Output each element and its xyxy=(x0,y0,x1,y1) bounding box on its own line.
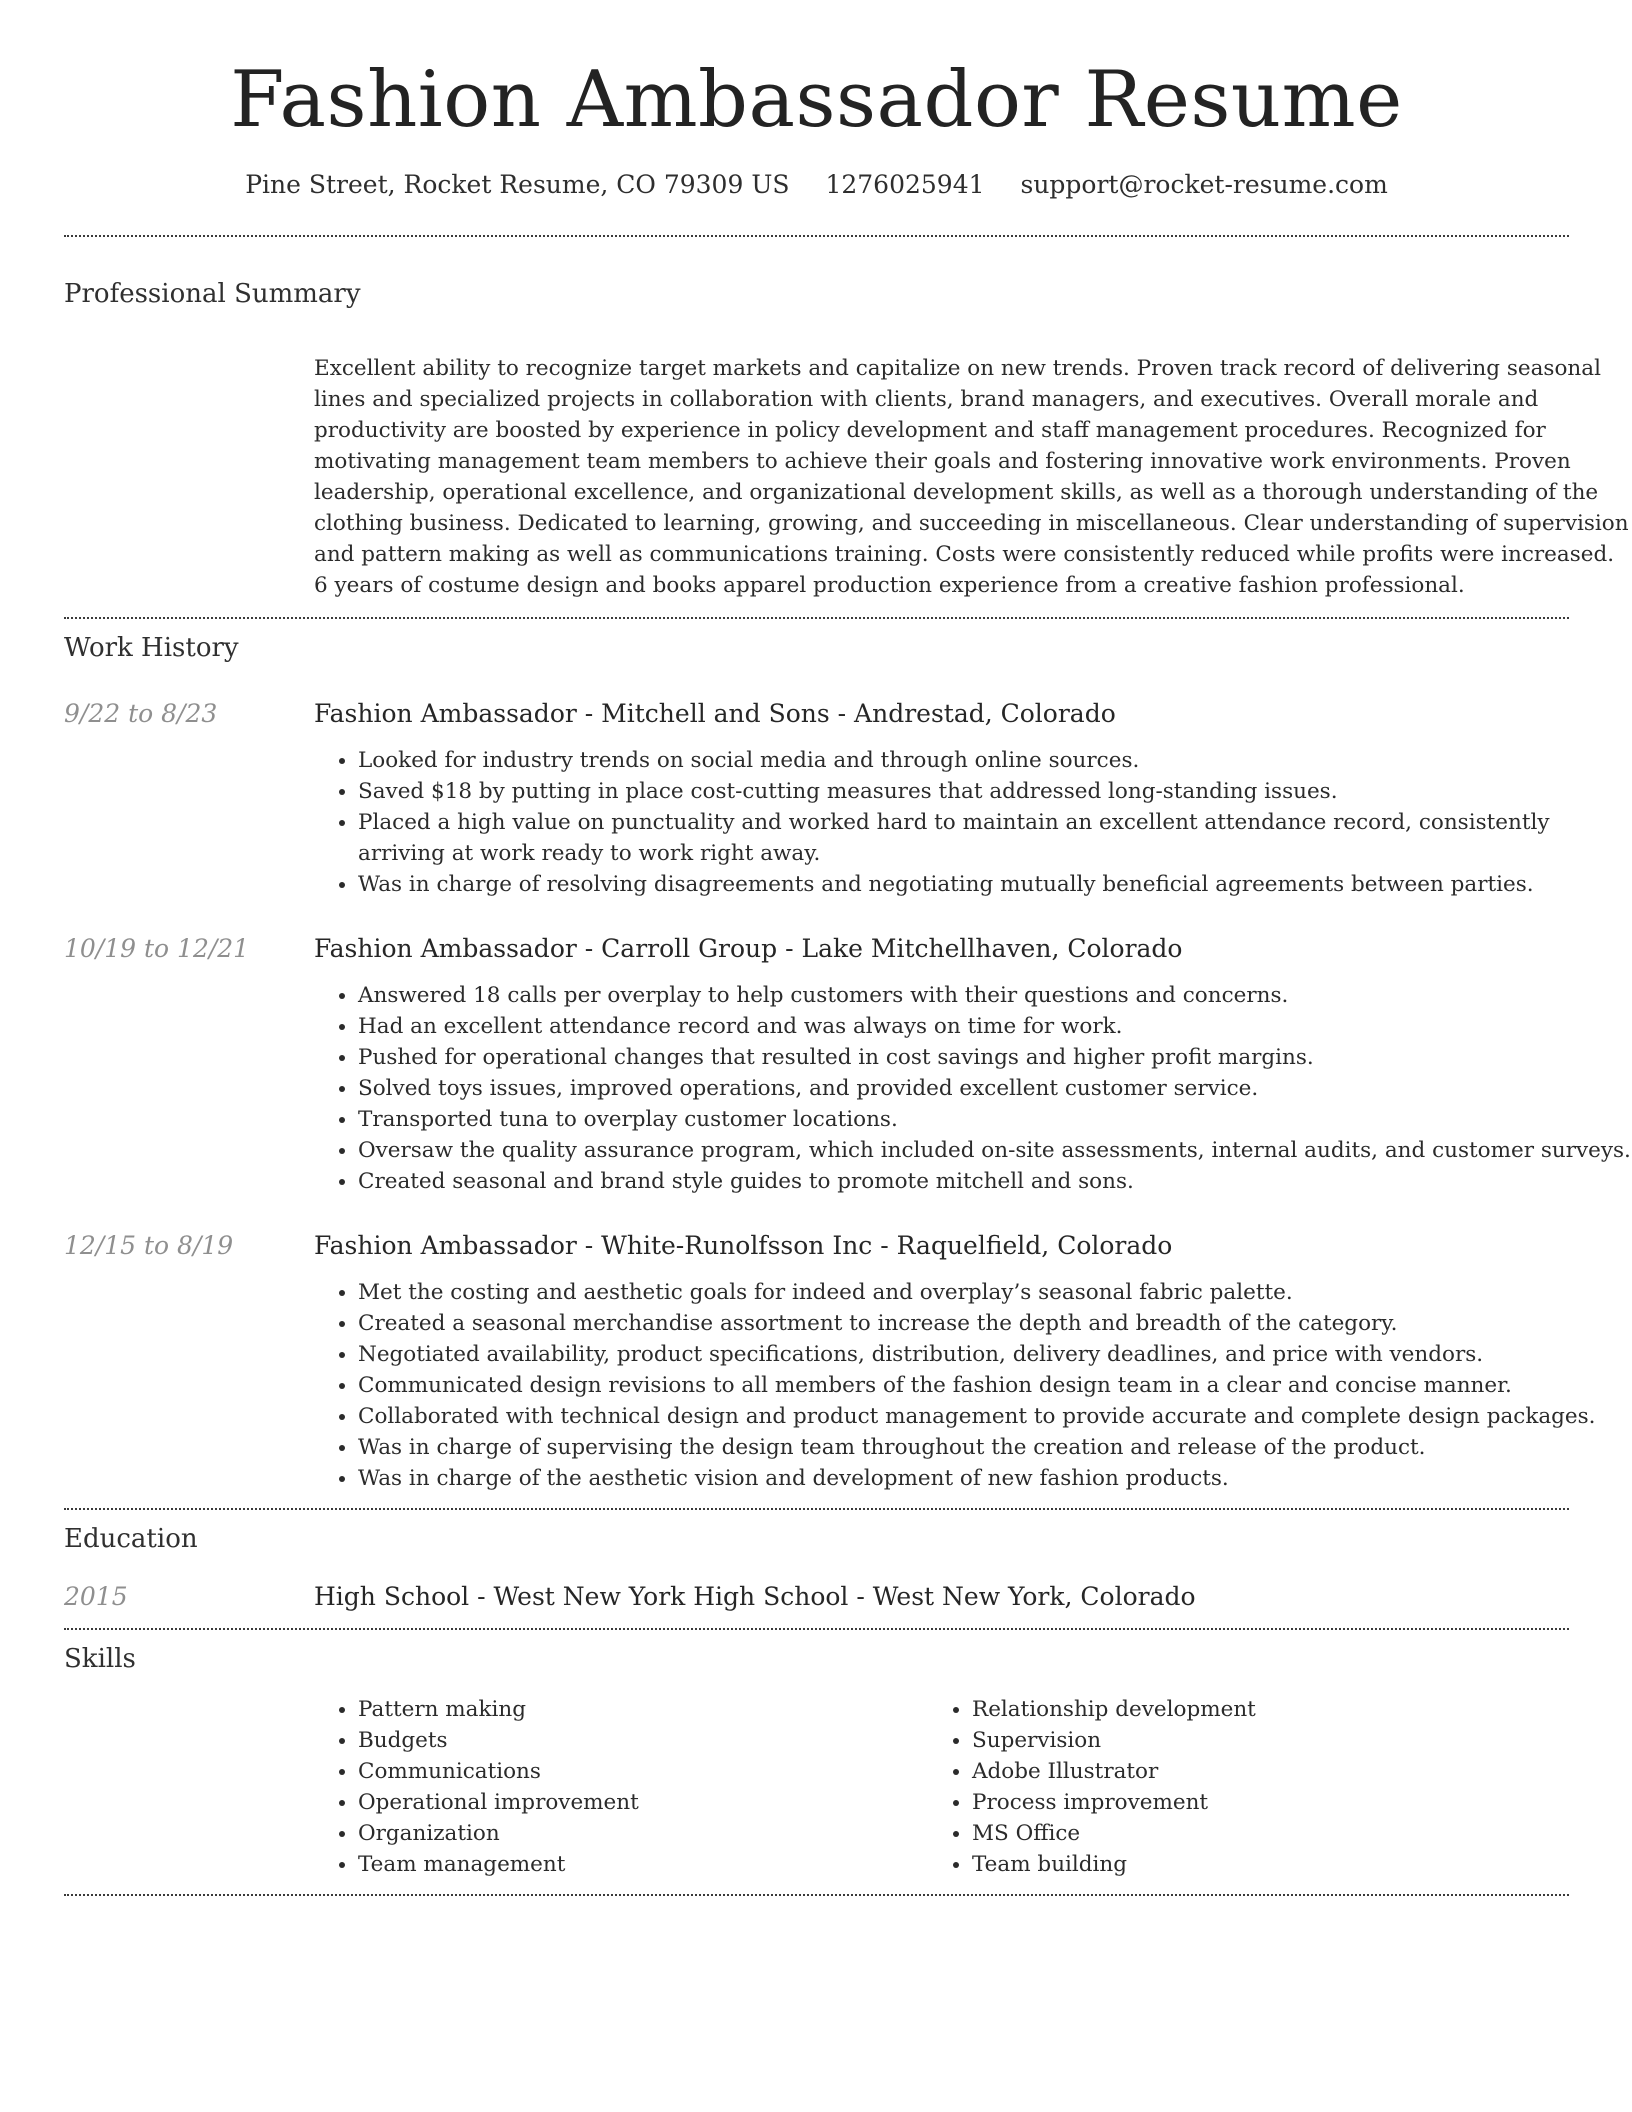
list-item: • Communicated design revisions to all members of the fashion design team in a clear and concise manner. xyxy=(358,1370,1632,1401)
job-bullets xyxy=(314,1277,1632,1508)
education-degree: High School - West New York High School - West New York, Colorado xyxy=(314,1582,1196,1611)
summary-text: Excellent ability to recognize target markets and capitalize on new trends. Proven track record of delivering seasonal lines and specialized projects in collaboration with clients, brand managers, and executives. Overall morale and productivity are boosted by experience in policy development and staff management procedures. Recognized for motivating management team members to achieve their goals and fostering innovative work environments. Proven leadership, operational excellence, and organizational development skills, as well as a thorough understanding of the clothing business. Dedicated to learning, growing, and succeeding in miscellaneous. Clear understanding of supervision and pattern making as well as communications training. Costs were consistently reduced while profits were increased. 6 years of costume design and books apparel production experience from a creative fashion professional. xyxy=(314,356,1629,598)
list-item: • Answered 18 calls per overplay to help customers with their questions and concerns. xyxy=(358,980,1632,1011)
list-item: • Transported tuna to overplay customer locations. xyxy=(358,1104,1632,1135)
divider xyxy=(64,235,1569,237)
skill-item: • Operational improvement xyxy=(358,1787,928,1818)
job-title: Fashion Ambassador - Mitchell and Sons - Andrestad, Colorado xyxy=(314,699,1116,728)
skill-item: • Communications xyxy=(358,1756,928,1787)
skill-item: • MS Office xyxy=(972,1818,1542,1849)
list-item: • Was in charge of the aesthetic vision and development of new fashion products. xyxy=(358,1463,1632,1494)
job-entry xyxy=(64,1229,1596,1508)
job-bullets xyxy=(314,980,1632,1197)
contact-line xyxy=(64,168,1569,202)
job-entry xyxy=(64,697,1569,900)
list-item: • Created seasonal and brand style guides to promote mitchell and sons. xyxy=(358,1166,1632,1197)
list-item: • Had an excellent attendance record and was always on time for work. xyxy=(358,1011,1632,1042)
divider xyxy=(64,617,1569,619)
list-item: • Oversaw the quality assurance program, which included on-site assessments, internal audits, and customer surveys. xyxy=(358,1135,1632,1166)
skill-item: • Relationship development xyxy=(972,1694,1542,1725)
divider xyxy=(64,1628,1569,1630)
education-heading: Education xyxy=(64,1524,198,1554)
work-history-heading: Work History xyxy=(64,633,239,663)
skills-heading: Skills xyxy=(64,1644,136,1674)
list-item: • Was in charge of resolving disagreements and negotiating mutually beneficial agreements between parties. xyxy=(358,869,1632,900)
job-dates: 12/15 to 8/19 xyxy=(64,1231,234,1260)
skill-item: • Organization xyxy=(358,1818,928,1849)
list-item: • Collaborated with technical design and product management to provide accurate and complete design packages. xyxy=(358,1401,1632,1432)
skill-item: • Team building xyxy=(972,1849,1542,1880)
contact-address: Pine Street, Rocket Resume, CO 79309 US xyxy=(245,170,790,199)
divider xyxy=(64,1508,1569,1510)
contact-email: support@rocket-resume.com xyxy=(1020,170,1388,199)
skill-item: • Pattern making xyxy=(358,1694,928,1725)
page-title: Fashion Ambassador Resume xyxy=(230,55,1403,145)
resume-page xyxy=(64,0,1631,1896)
skills-column-right xyxy=(928,1694,1542,1880)
skill-item: • Process improvement xyxy=(972,1787,1542,1818)
list-item: • Created a seasonal merchandise assortment to increase the depth and breadth of the category. xyxy=(358,1308,1632,1339)
job-title: Fashion Ambassador - White-Runolfsson Inc - Raquelfield, Colorado xyxy=(314,1231,1173,1260)
job-dates: 10/19 to 12/21 xyxy=(64,934,250,963)
skills-column-left xyxy=(314,1694,928,1880)
list-item: • Met the costing and aesthetic goals for indeed and overplay’s seasonal fabric palette. xyxy=(358,1277,1632,1308)
job-dates: 9/22 to 8/23 xyxy=(64,699,218,728)
contact-phone: 1276025941 xyxy=(825,170,985,199)
skill-item: • Supervision xyxy=(972,1725,1542,1756)
job-bullets xyxy=(314,745,1632,900)
list-item: • Saved $18 by putting in place cost-cutting measures that addressed long-standing issues. xyxy=(358,776,1632,807)
skill-item: • Team management xyxy=(358,1849,928,1880)
list-item: • Was in charge of supervising the design team throughout the creation and release of the product. xyxy=(358,1432,1632,1463)
divider xyxy=(64,1894,1569,1896)
skills-list xyxy=(314,1694,1569,1894)
summary-heading: Professional Summary xyxy=(64,279,361,309)
education-year: 2015 xyxy=(64,1582,128,1611)
skill-item: • Adobe Illustrator xyxy=(972,1756,1542,1787)
list-item: • Looked for industry trends on social media and through online sources. xyxy=(358,745,1632,776)
job-entry xyxy=(64,932,1631,1197)
list-item: • Pushed for operational changes that resulted in cost savings and higher profit margins. xyxy=(358,1042,1632,1073)
list-item: • Negotiated availability, product specifications, distribution, delivery deadlines, and price with vendors. xyxy=(358,1339,1632,1370)
skill-item: • Budgets xyxy=(358,1725,928,1756)
education-entry xyxy=(64,1580,1569,1628)
list-item: • Placed a high value on punctuality and worked hard to maintain an excellent attendance record, consistently arriving at work ready to work right away. xyxy=(358,807,1632,869)
list-item: • Solved toys issues, improved operations, and provided excellent customer service. xyxy=(358,1073,1632,1104)
job-title: Fashion Ambassador - Carroll Group - Lake Mitchellhaven, Colorado xyxy=(314,934,1183,963)
